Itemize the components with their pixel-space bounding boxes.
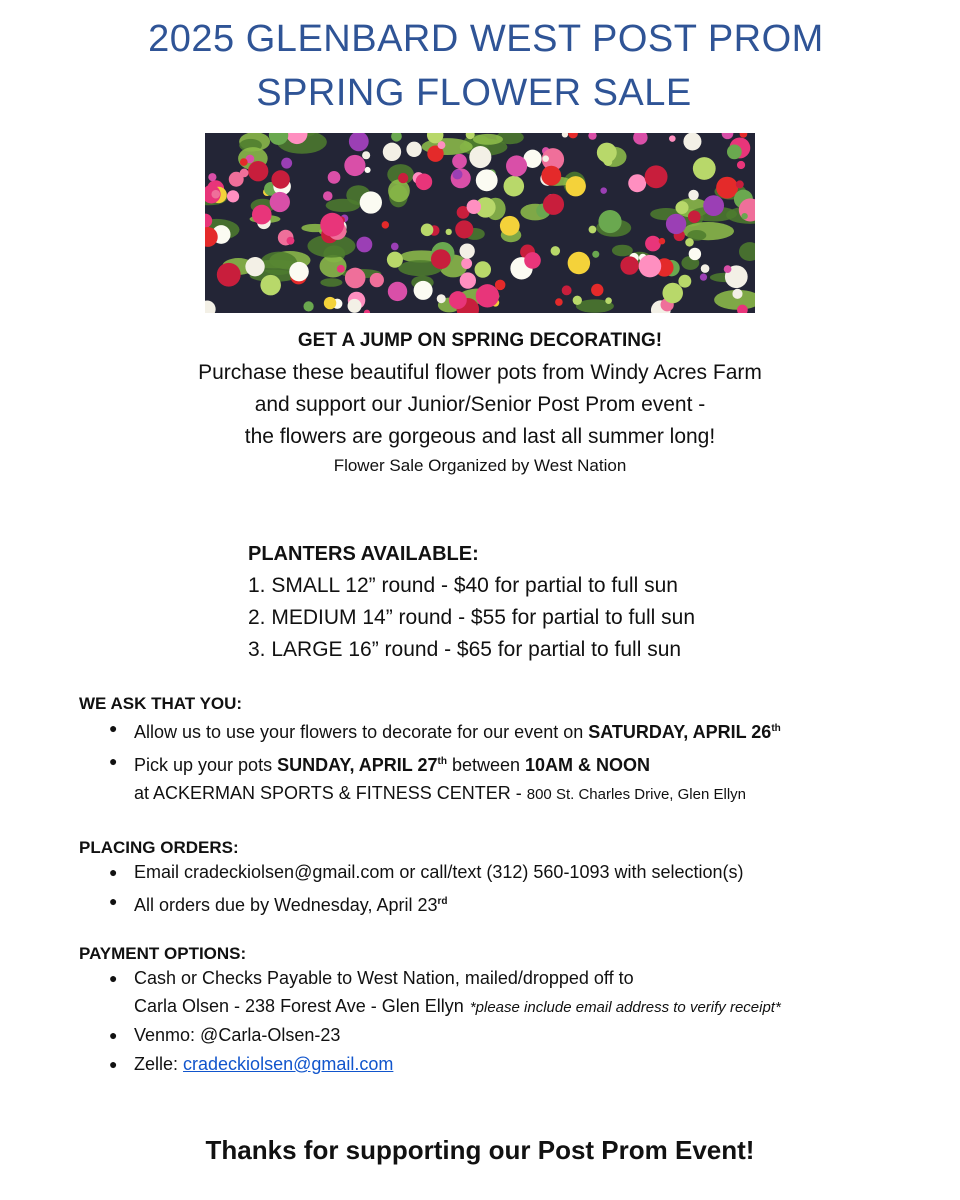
ask-bullet-1: ● Allow us to use your flowers to decorate for our event on SATURDAY, APRIL 26th <box>79 714 781 747</box>
orders-heading: PLACING ORDERS: <box>79 838 239 857</box>
ask-section <box>79 694 781 808</box>
ask-heading: WE ASK THAT YOU: <box>79 694 243 713</box>
payment-section <box>79 944 781 1079</box>
intro-line-1: Purchase these beautiful flower pots from Windy Acres Farm <box>198 361 762 384</box>
intro-line-2: and support our Junior/Senior Post Prom event - <box>254 393 706 416</box>
orders-bullet-1: ● Email cradeckiolsen@gmail.com or call/text (312) 560-1093 with selection(s) <box>79 858 744 887</box>
orders-bullet-2: ● All orders due by Wednesday, April 23rd <box>79 887 744 920</box>
payment-bullet-venmo: ● Venmo: @Carla-Olsen-23 <box>79 1021 781 1050</box>
payment-bullet-zelle: ● Zelle: cradeckiolsen@gmail.com <box>79 1050 781 1079</box>
flower-pots-photo <box>205 133 755 313</box>
thanks-message: Thanks for supporting our Post Prom Event! <box>205 1135 755 1165</box>
orders-section <box>79 838 744 920</box>
payment-address: Carla Olsen - 238 Forest Ave - Glen Ellyn *please include email address to verify receipt* <box>134 996 781 1016</box>
planter-small: 1. SMALL 12” round - $40 for partial to full sun <box>248 574 678 597</box>
planter-medium: 2. MEDIUM 14” round - $55 for partial to full sun <box>248 606 696 629</box>
title-line-2: SPRING FLOWER SALE <box>256 72 692 114</box>
ask-location: at ACKERMAN SPORTS & FITNESS CENTER - 800 St. Charles Drive, Glen Ellyn <box>134 783 747 803</box>
planters-list <box>248 538 695 666</box>
payment-bullet-cash: ● Cash or Checks Payable to West Nation, mailed/dropped off to <box>79 964 781 993</box>
organized-by: Flower Sale Organized by West Nation <box>333 456 627 475</box>
planter-large: 3. LARGE 16” round - $65 for partial to full sun <box>248 638 682 661</box>
payment-heading: PAYMENT OPTIONS: <box>79 944 247 963</box>
headline: GET A JUMP ON SPRING DECORATING! <box>297 330 663 351</box>
planters-heading: PLANTERS AVAILABLE: <box>248 543 479 565</box>
intro-line-3: the flowers are gorgeous and last all summer long! <box>244 425 716 448</box>
zelle-email-link[interactable]: cradeckiolsen@gmail.com <box>183 1054 394 1074</box>
title-line-1: 2025 GLENBARD WEST POST PROM <box>148 18 824 60</box>
ask-bullet-2: ● Pick up your pots SUNDAY, APRIL 27th between 10AM & NOON <box>79 747 781 780</box>
